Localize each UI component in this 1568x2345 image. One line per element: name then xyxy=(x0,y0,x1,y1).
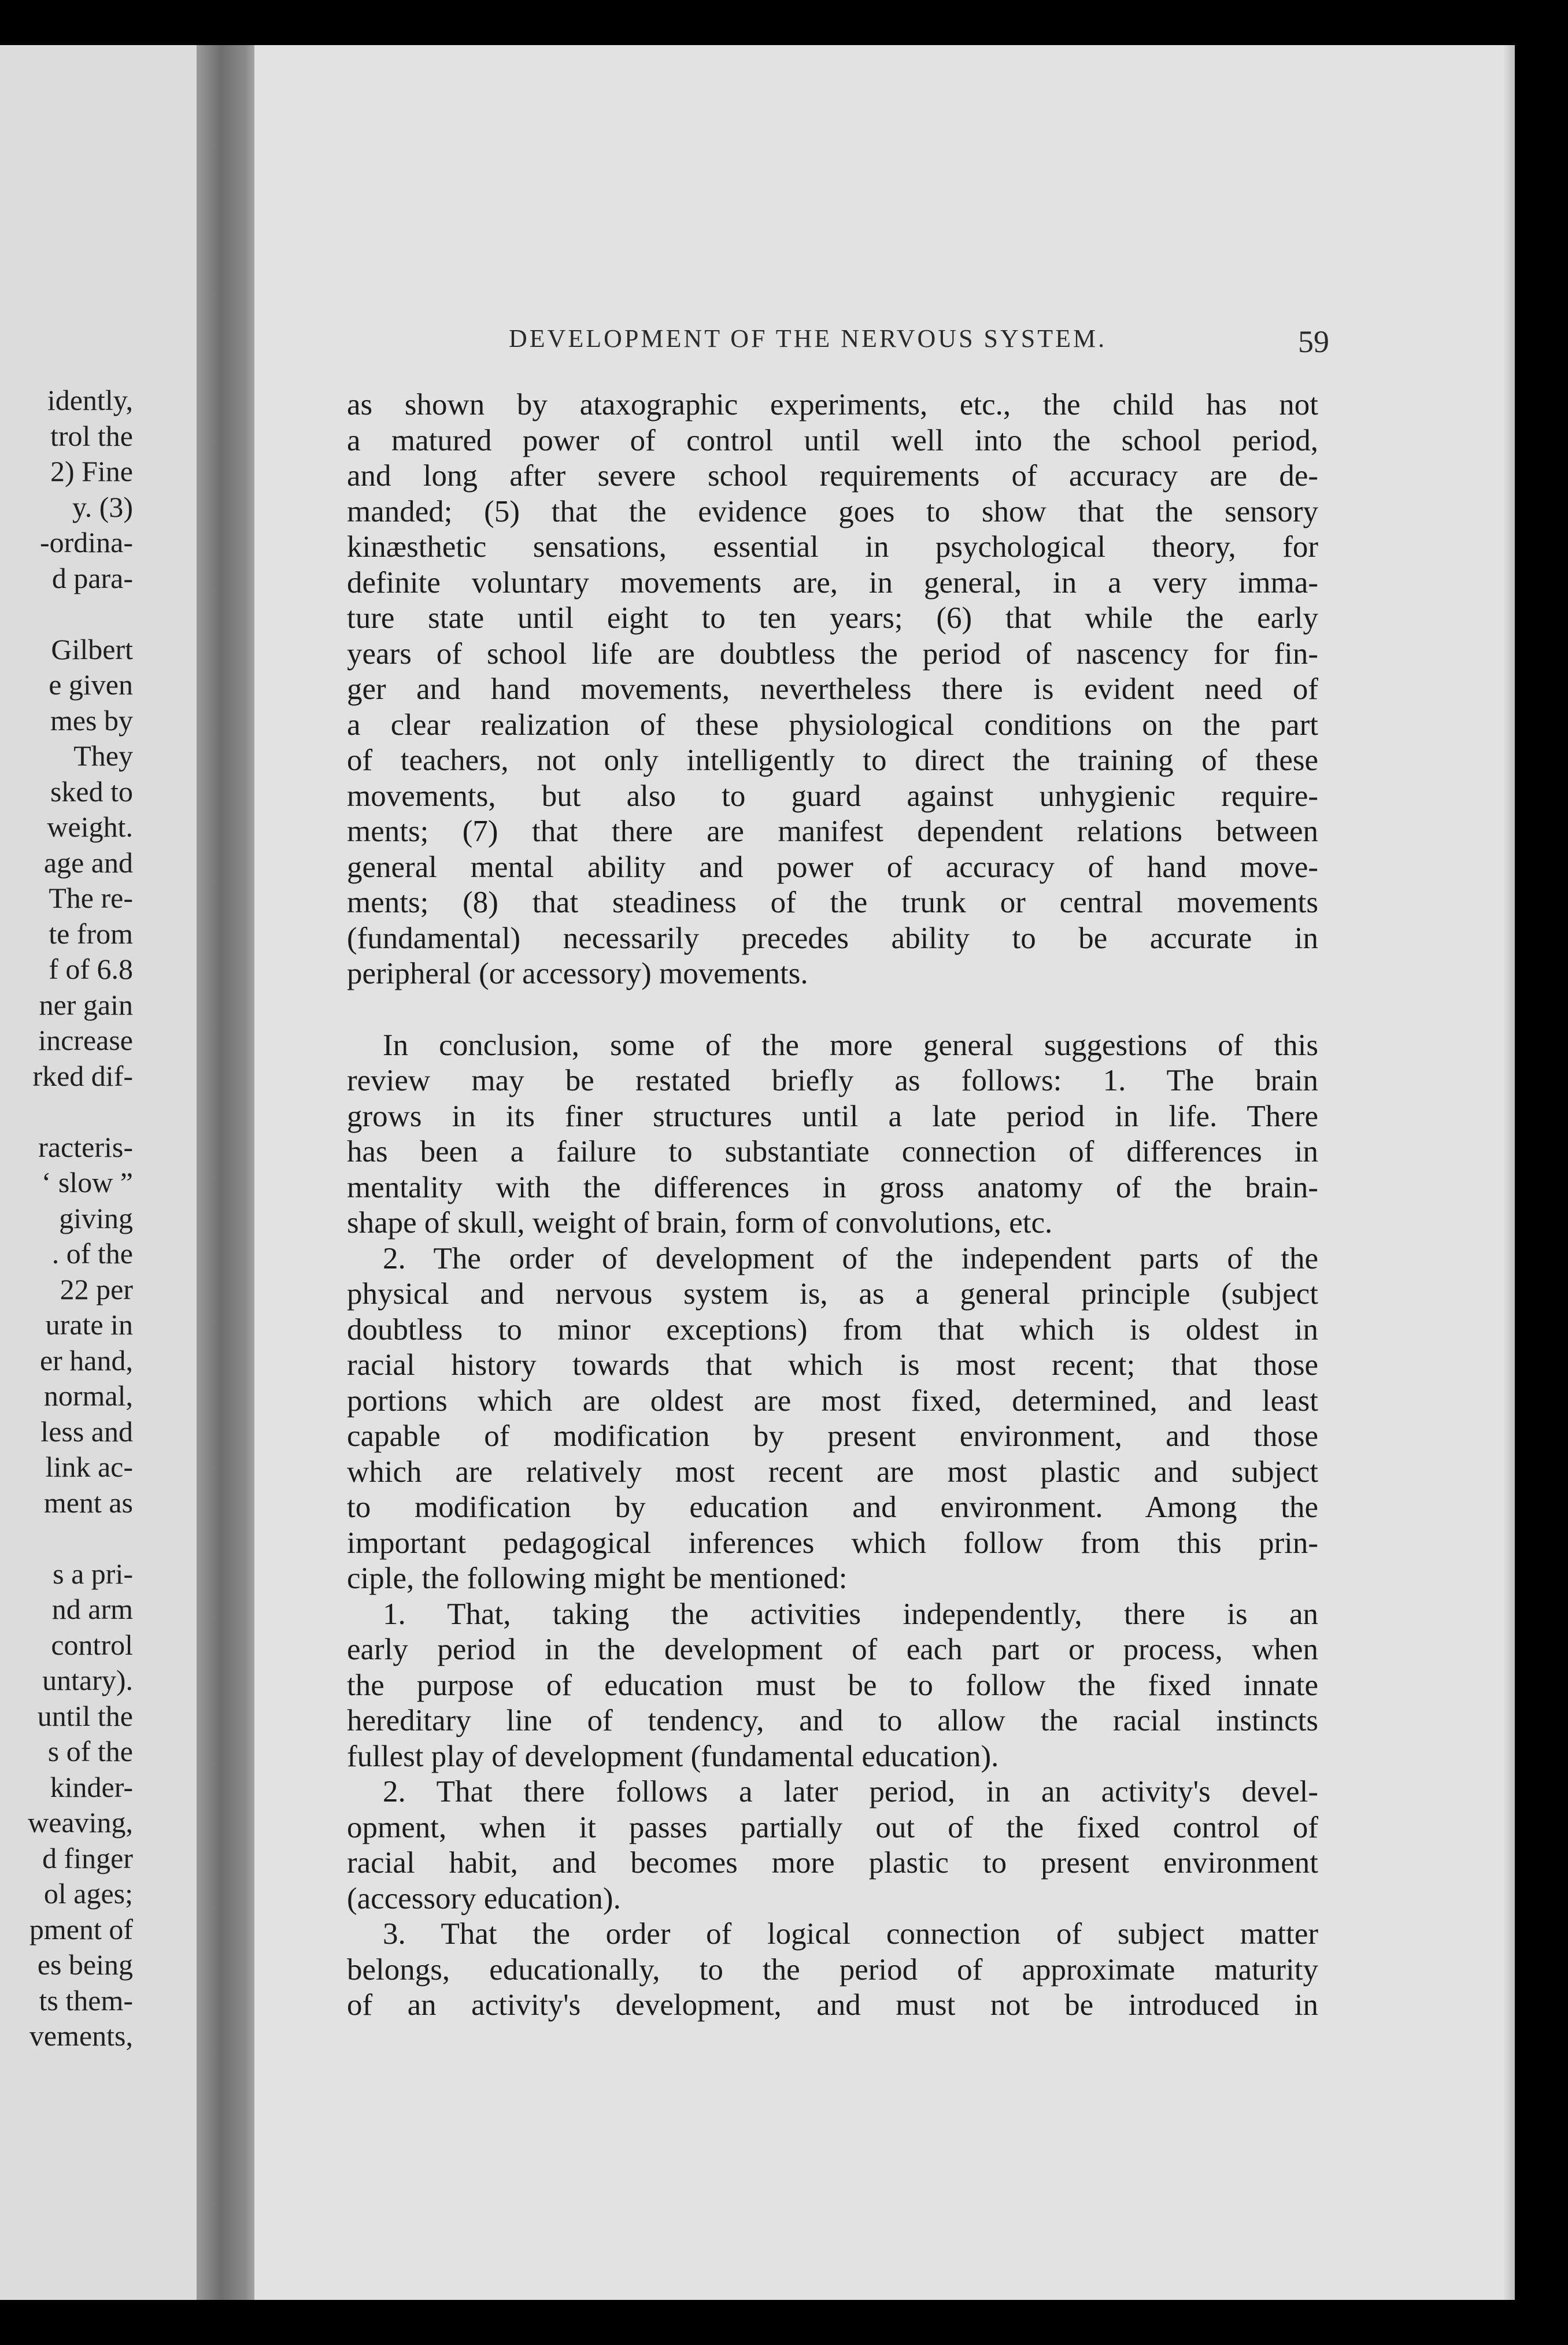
left-page-line: te from xyxy=(49,917,133,950)
left-page-line: Gilbert xyxy=(51,633,133,665)
left-page-line: y. (3) xyxy=(72,490,133,523)
text-line: years of school life are doubtless the period of nascency for fin- xyxy=(347,637,1318,671)
left-page-line: nd arm xyxy=(51,1593,133,1625)
paragraph-6 xyxy=(347,1917,1318,2024)
left-page-line: -ordina- xyxy=(39,526,133,558)
text-line: hereditary line of tendency, and to allow the racial instincts xyxy=(347,1704,1318,1737)
left-page-line: d para- xyxy=(51,561,133,594)
left-page-line: weight. xyxy=(47,811,133,843)
body-text xyxy=(347,387,1318,2024)
text-line: definite voluntary movements are, in general, in a very imma- xyxy=(347,565,1318,600)
left-page-line: normal, xyxy=(43,1379,133,1412)
text-line: belongs, educationally, to the period of approximate maturity xyxy=(347,1952,1318,1987)
text-line: the purpose of education must be to follow the fixed innate xyxy=(347,1668,1318,1702)
paragraph-4 xyxy=(347,1597,1318,1775)
left-page-line: kinder- xyxy=(50,1770,133,1803)
left-page-line: until the xyxy=(37,1699,133,1732)
text-line: In conclusion, some of the more general suggestions of this xyxy=(383,1028,1318,1062)
text-line: 2. That there follows a later period, in an activity's devel- xyxy=(383,1775,1318,1808)
running-head: DEVELOPMENT OF THE NERVOUS SYSTEM. xyxy=(509,324,1107,353)
left-page-line: less and xyxy=(40,1415,133,1448)
page-edge xyxy=(1503,45,1515,2300)
text-line: early period in the development of each part or process, when xyxy=(347,1633,1318,1666)
text-line: and long after severe school requirements of accuracy are de- xyxy=(347,459,1318,493)
text-line: movements, but also to guard against unhygienic require- xyxy=(347,779,1318,813)
text-line: portions which are oldest are most fixed, determined, and least xyxy=(347,1384,1318,1418)
page-number: 59 xyxy=(1298,324,1329,359)
left-page-line: d finger xyxy=(42,1841,133,1874)
left-page-line: . of the xyxy=(51,1237,133,1270)
left-page-line: urate in xyxy=(45,1308,133,1341)
text-line: capable of modification by present environment, and those xyxy=(347,1419,1318,1453)
text-line: mentality with the differences in gross anatomy of the brain- xyxy=(347,1170,1318,1204)
paragraph-5 xyxy=(347,1774,1318,1917)
left-page-line: s a pri- xyxy=(53,1557,133,1590)
left-page-line: 2) Fine xyxy=(50,455,133,487)
left-page-line: weaving, xyxy=(28,1806,133,1839)
left-page-line: sked to xyxy=(50,775,133,808)
left-page-line: e given xyxy=(49,668,133,701)
text-line: doubtless to minor exceptions) from that which is oldest in xyxy=(347,1312,1318,1347)
left-page-line: f of 6.8 xyxy=(49,953,133,985)
text-line: ger and hand movements, nevertheless there is evident need of xyxy=(347,672,1318,706)
left-page-line: rked dif- xyxy=(32,1059,133,1092)
text-line: a matured power of control until well into the school period, xyxy=(347,423,1318,457)
left-page-line: racteris- xyxy=(38,1130,133,1163)
text-line: 2. The order of development of the independent parts of the xyxy=(383,1241,1318,1275)
text-line: racial history towards that which is most recent; that those xyxy=(347,1348,1318,1382)
text-line: has been a failure to substantiate connection of differences in xyxy=(347,1135,1318,1168)
text-line: fullest play of development (fundamental education). xyxy=(347,1739,999,1773)
paragraph-2 xyxy=(347,1028,1318,1241)
text-line: which are relatively most recent are most plastic and subject xyxy=(347,1455,1318,1489)
left-page-line: untary). xyxy=(42,1664,133,1696)
text-line: opment, when it passes partially out of the fixed control of xyxy=(347,1810,1318,1844)
left-page-line: control xyxy=(51,1628,133,1661)
left-page-line: es being xyxy=(37,1948,133,1981)
left-page-line: 22 per xyxy=(60,1273,133,1305)
text-line: manded; (5) that the evidence goes to show that the sensory xyxy=(347,494,1318,528)
paragraph-3 xyxy=(347,1241,1318,1597)
text-line: as shown by ataxographic experiments, etc., the child has not xyxy=(347,388,1318,421)
text-line: of teachers, not only intelligently to direct the training of these xyxy=(347,744,1318,777)
left-page-line: The re- xyxy=(49,882,133,914)
left-page-line: s of the xyxy=(47,1735,133,1767)
text-line: shape of skull, weight of brain, form of convolutions, etc. xyxy=(347,1206,1053,1240)
text-line: physical and nervous system is, as a general principle (subject xyxy=(347,1277,1318,1311)
left-page-line: ‘ slow ” xyxy=(41,1166,133,1199)
text-line: ments; (7) that there are manifest dependent relations between xyxy=(347,815,1318,848)
left-page-line: er hand, xyxy=(39,1344,133,1377)
left-page-line: vements, xyxy=(29,2019,133,2052)
left-page-line: idently, xyxy=(47,384,133,416)
text-line: grows in its finer structures until a late period in life. There xyxy=(347,1099,1318,1133)
left-page-line: increase xyxy=(38,1024,133,1056)
text-line: important pedagogical inferences which follow from this prin- xyxy=(347,1526,1318,1560)
text-line: ciple, the following might be mentioned: xyxy=(347,1562,848,1595)
left-page-line: They xyxy=(73,739,133,772)
text-line: general mental ability and power of accuracy of hand move- xyxy=(347,850,1318,884)
text-line: review may be restated briefly as follows: 1. The brain xyxy=(347,1064,1318,1097)
left-page-line: trol the xyxy=(50,419,133,452)
text-line: of an activity's development, and must not be introduced in xyxy=(347,1988,1318,2022)
text-line: ture state until eight to ten years; (6) that while the early xyxy=(347,601,1318,635)
text-line: (fundamental) necessarily precedes ability to be accurate in xyxy=(347,921,1318,955)
text-line: 1. That, taking the activities independently, there is an xyxy=(383,1597,1318,1631)
text-line: to modification by education and environment. Among the xyxy=(347,1490,1318,1524)
paragraph-1 xyxy=(347,387,1318,992)
text-line: ments; (8) that steadiness of the trunk or central movements xyxy=(347,886,1318,919)
text-line: (accessory education). xyxy=(347,1881,621,1915)
text-line: racial habit, and becomes more plastic to present environment xyxy=(347,1846,1318,1880)
left-page-line: giving xyxy=(59,1201,133,1234)
left-page-line: mes by xyxy=(50,704,133,737)
left-page-line: ol ages; xyxy=(43,1877,133,1910)
text-line: a clear realization of these physiological conditions on the part xyxy=(347,708,1318,742)
left-page-line: ts them- xyxy=(39,1984,133,2017)
left-page-line: pment of xyxy=(29,1913,133,1945)
text-line: peripheral (or accessory) movements. xyxy=(347,957,808,990)
left-page-line: ner gain xyxy=(39,988,133,1021)
text-line: 3. That the order of logical connection of subject matter xyxy=(383,1917,1318,1951)
left-page-line: ment as xyxy=(43,1486,133,1519)
text-line: kinæsthetic sensations, essential in psychological theory, for xyxy=(347,530,1318,564)
left-page-line: link ac- xyxy=(45,1451,133,1483)
left-page-line: age and xyxy=(43,846,133,879)
